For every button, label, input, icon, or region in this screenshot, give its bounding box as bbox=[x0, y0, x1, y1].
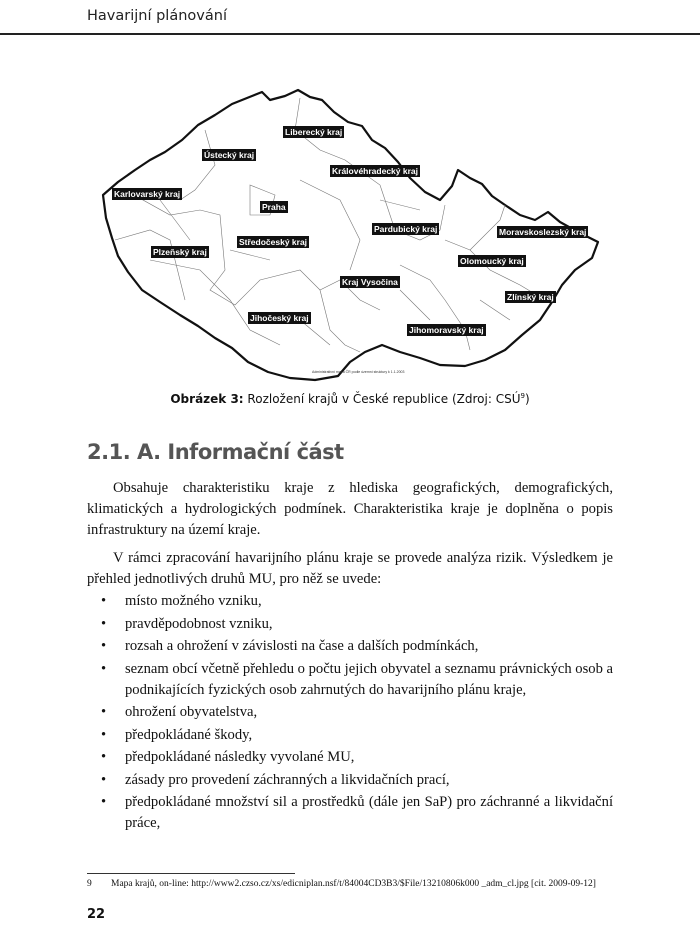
map-label: Pardubický kraj bbox=[374, 224, 438, 234]
footnote-number: 9 bbox=[87, 879, 92, 889]
paragraph: Obsahuje charakteristiku kraje z hlediska geografických, demografických, klimatických a hydrologických podmínek. Charakteristika kraje je doplněna o popis infrastruktury na území kraje. bbox=[87, 480, 613, 538]
map-label: Ústecký kraj bbox=[204, 150, 255, 160]
list-item: • místo možného vzniku, bbox=[87, 591, 613, 612]
list-item: • předpokládané množství sil a prostředků (dále jen SaP) pro záchranné a likvidační práce, bbox=[87, 792, 613, 834]
czech-regions-map bbox=[100, 85, 610, 385]
bullet-list bbox=[87, 591, 613, 834]
header-rule bbox=[0, 33, 700, 35]
map-label: Královéhradecký kraj bbox=[332, 166, 418, 176]
footnote-rule bbox=[87, 873, 295, 874]
list-item: • rozsah a ohrožení v závislosti na čase a dalších podmínkách, bbox=[87, 636, 613, 657]
map-label: Jihomoravský kraj bbox=[409, 325, 484, 335]
list-item: • zásady pro provedení záchranných a likvidačních prací, bbox=[87, 770, 613, 791]
list-item: • předpokládané následky vyvolané MU, bbox=[87, 747, 613, 768]
figure-caption bbox=[0, 392, 700, 406]
map-label: Praha bbox=[262, 202, 286, 212]
footnote-text: Mapa krajů, on-line: http://www2.czso.cz/xs/edicniplan.nsf/t/84004CD3B3/$File/13210806k000 _adm_cl.jpg [cit. 2009-09-12] bbox=[111, 879, 596, 889]
map-label: Zlínský kraj bbox=[507, 292, 554, 302]
footnote-ref: 9 bbox=[520, 392, 525, 400]
map-label: Moravskoslezský kraj bbox=[499, 227, 587, 237]
footnote bbox=[87, 878, 613, 891]
map-credit: Administrativní mapa ČR podle územní struktury k 1.1.2003 bbox=[312, 370, 405, 374]
list-item: • seznam obcí včetně přehledu o počtu jejich obyvatel a seznamu právnických osob a podnikajících fyzických osob zahrnutých do havarijního plánu kraje, bbox=[87, 659, 613, 701]
map-label: Olomoucký kraj bbox=[460, 256, 524, 266]
map-label: Plzeňský kraj bbox=[153, 247, 207, 257]
map-label: Karlovarský kraj bbox=[114, 189, 181, 199]
caption-text: Rozložení krajů v České republice (Zdroj: CSÚ bbox=[243, 392, 521, 406]
map-label: Jihočeský kraj bbox=[250, 313, 309, 323]
map-label: Středočeský kraj bbox=[239, 237, 308, 247]
caption-end: ) bbox=[524, 392, 530, 406]
running-header: Havarijní plánování bbox=[87, 8, 227, 24]
page-number: 22 bbox=[87, 907, 106, 922]
list-item: • ohrožení obyvatelstva, bbox=[87, 702, 613, 723]
body-text bbox=[87, 478, 613, 836]
text-flow bbox=[87, 478, 613, 922]
caption-label: Obrázek 3: bbox=[170, 392, 244, 406]
list-item: • předpokládané škody, bbox=[87, 725, 613, 746]
footnote-block bbox=[87, 863, 613, 891]
section-heading: 2.1. A. Informační část bbox=[87, 440, 344, 464]
map-label: Liberecký kraj bbox=[285, 127, 343, 137]
map-label: Kraj Vysočina bbox=[342, 277, 398, 287]
paragraph: V rámci zpracování havarijního plánu kraje se provede analýza rizik. Výsledkem je přehled jednotlivých druhů MU, pro něž se uvede: bbox=[87, 550, 613, 587]
list-item: • pravděpodobnost vzniku, bbox=[87, 614, 613, 635]
